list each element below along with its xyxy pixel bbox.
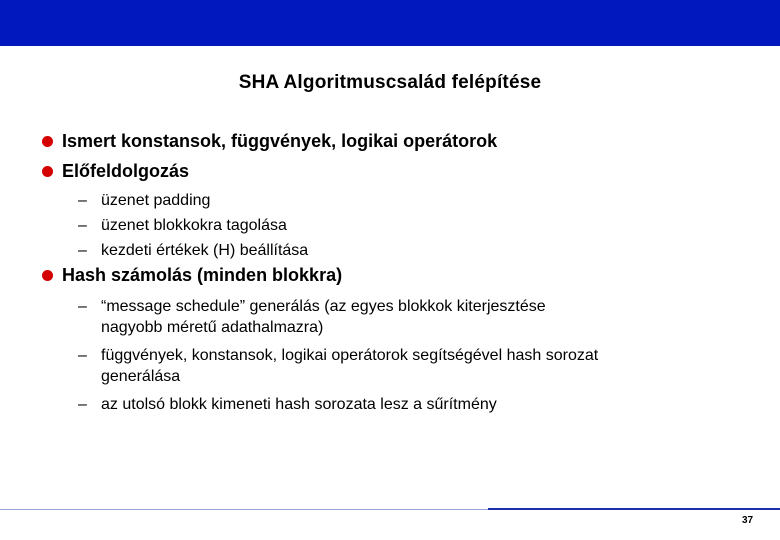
- dash-marker: –: [78, 298, 87, 315]
- bullet-dot-icon: [42, 270, 53, 281]
- sub-bullet-text-continued: generálása: [101, 368, 181, 385]
- sub-bullet-text: üzenet blokkokra tagolása: [101, 217, 287, 234]
- sub-bullet-text: kezdeti értékek (H) beállítása: [101, 242, 309, 259]
- bullet-text: Ismert konstansok, függvények, logikai operátorok: [62, 131, 498, 151]
- dash-marker: –: [78, 242, 87, 259]
- bullet-text: Előfeldolgozás: [62, 161, 190, 181]
- sub-bullet-text: üzenet padding: [101, 192, 211, 209]
- dash-marker: –: [78, 347, 87, 364]
- slide-title: SHA Algoritmuscsalád felépítése: [238, 72, 542, 93]
- page-number: 37: [742, 515, 754, 526]
- dash-marker: –: [78, 217, 87, 234]
- sub-bullet-text: “message schedule” generálás (az egyes blokkok kiterjesztése: [101, 298, 546, 315]
- sub-bullet-text: az utolsó blokk kimeneti hash sorozata lesz a sűrítmény: [101, 396, 497, 413]
- bullet-dot-icon: [42, 136, 53, 147]
- sub-bullet-text-continued: nagyobb méretű adathalmazra): [101, 319, 324, 336]
- header-bar: [0, 0, 780, 46]
- sub-bullet-text: függvények, konstansok, logikai operátorok segítségével hash sorozat: [101, 347, 599, 364]
- footer-divider-accent: [488, 508, 780, 510]
- bullet-dot-icon: [42, 166, 53, 177]
- dash-marker: –: [78, 192, 87, 209]
- bullet-text: Hash számolás (minden blokkra): [62, 265, 343, 285]
- dash-marker: –: [78, 396, 87, 413]
